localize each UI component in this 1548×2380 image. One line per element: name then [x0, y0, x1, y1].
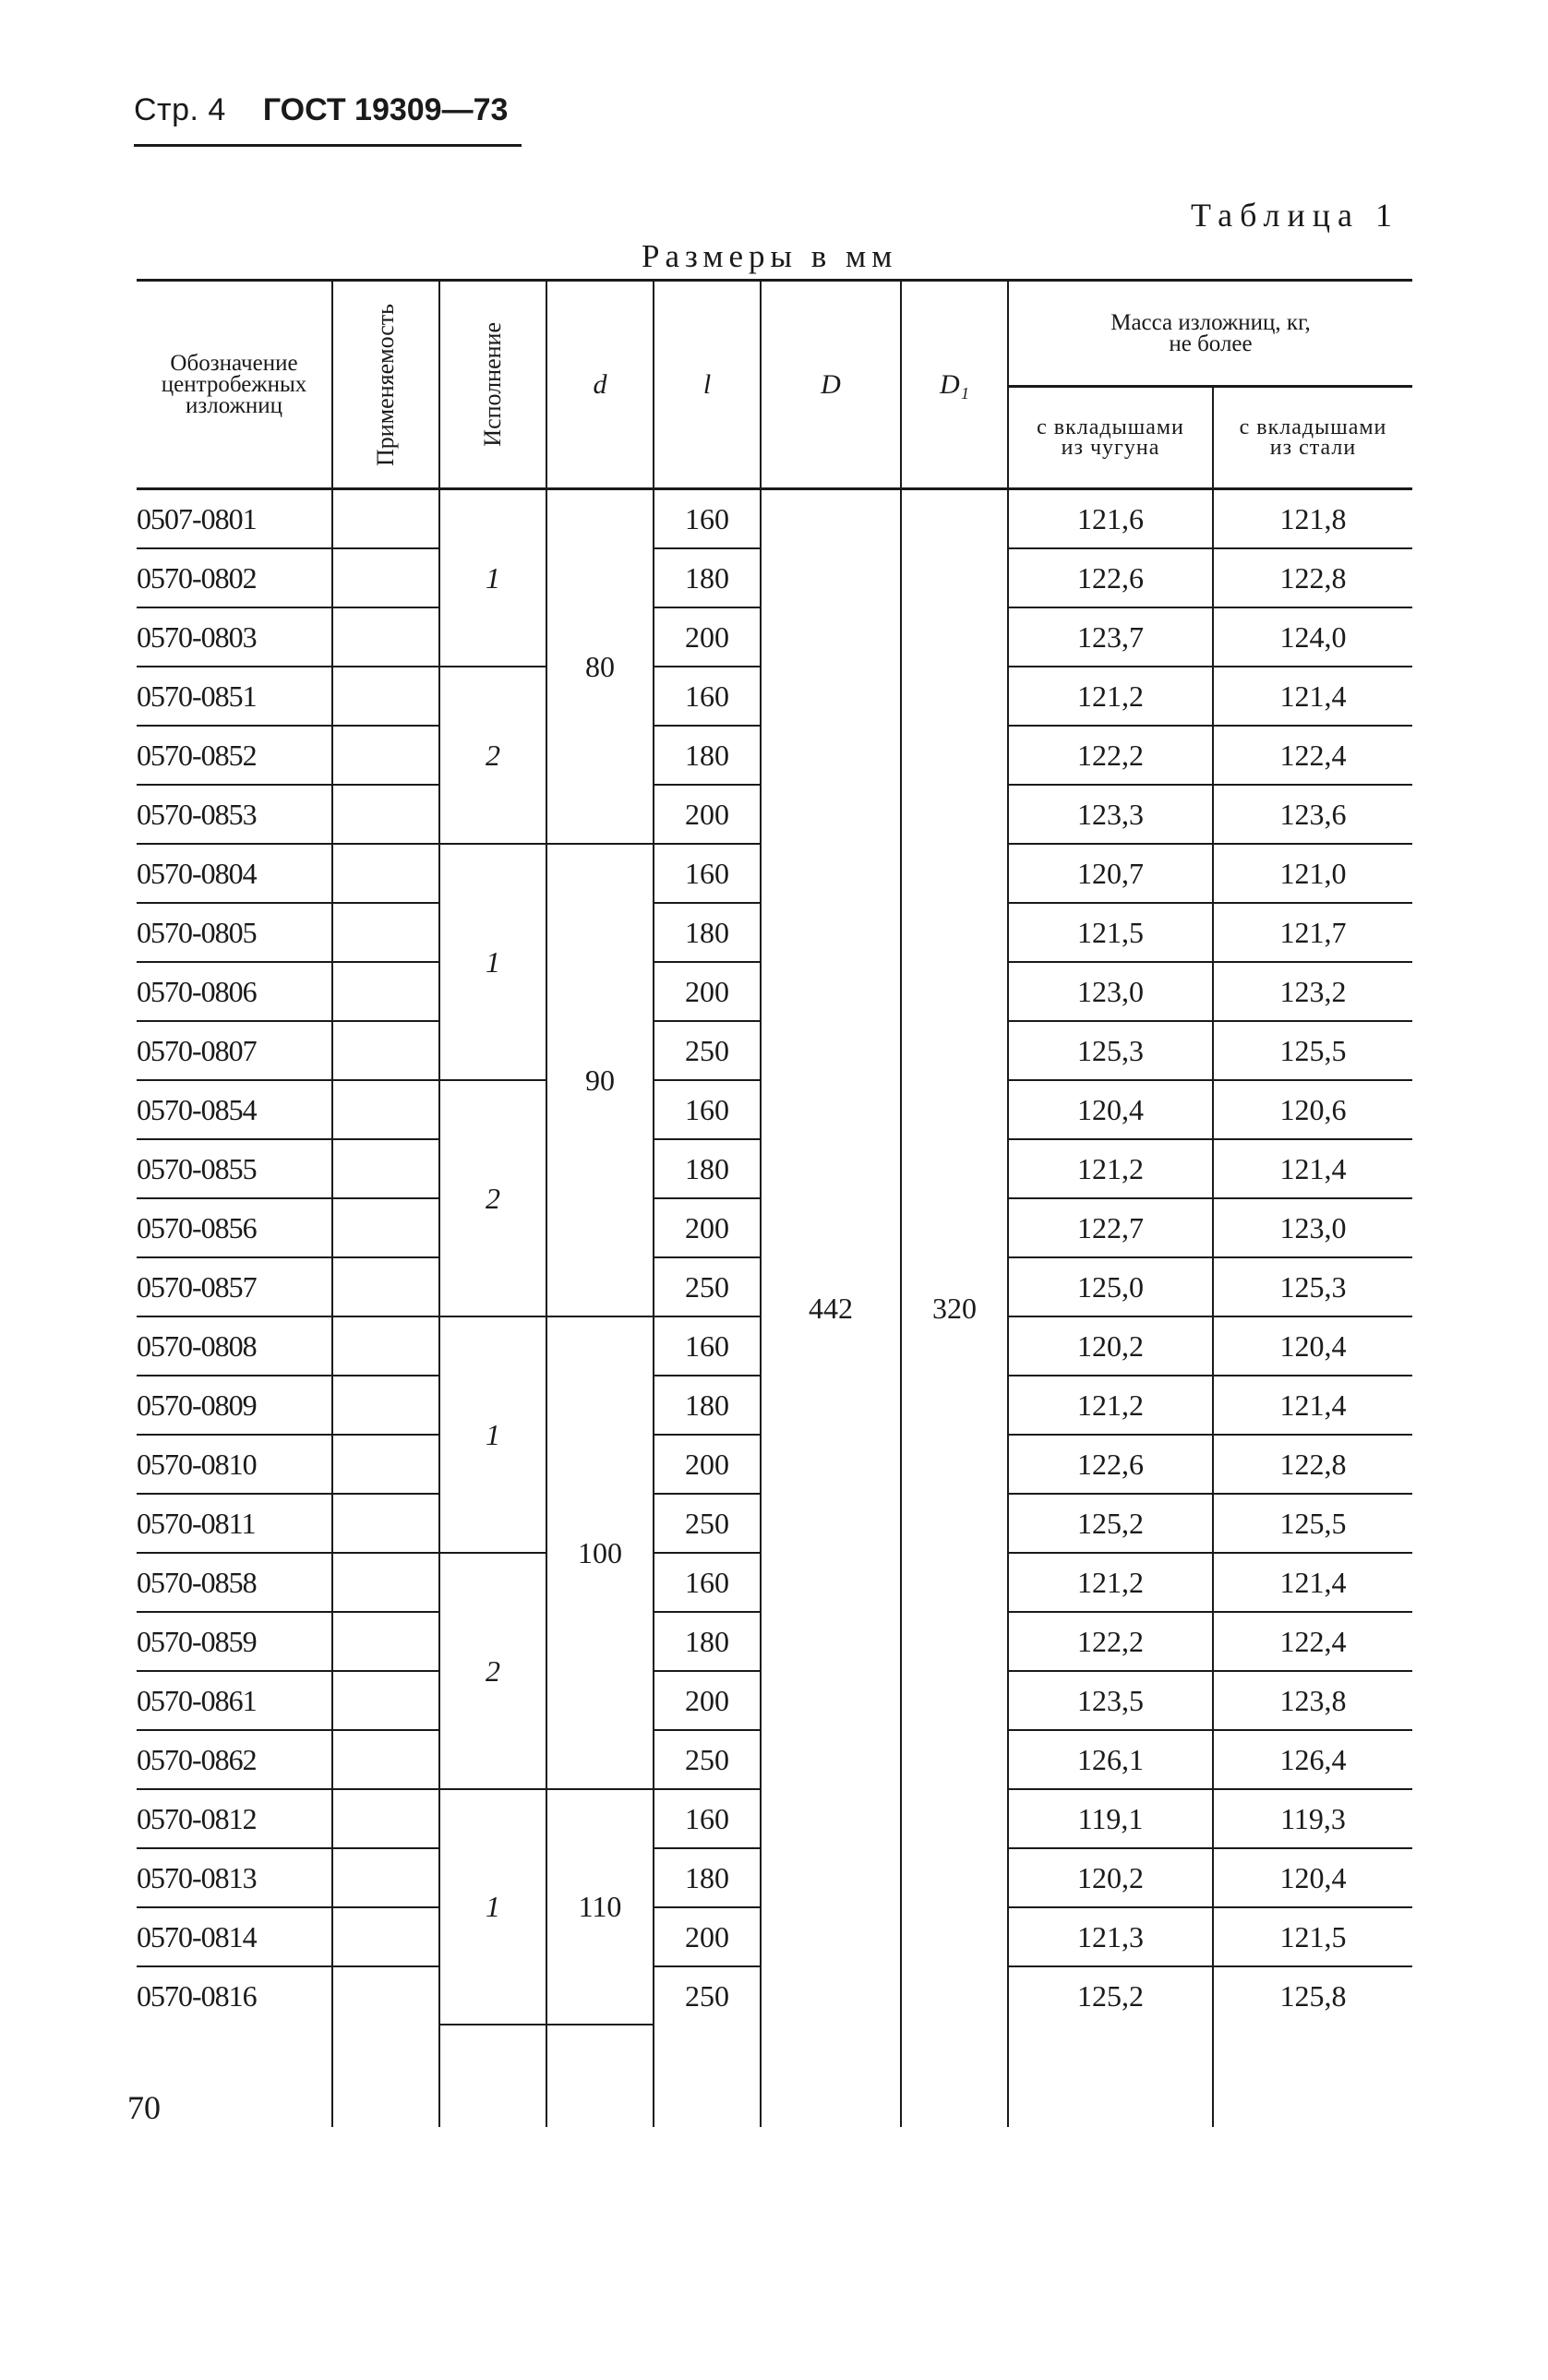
cell-mass-cast-iron: 121,2: [1008, 1139, 1213, 1198]
dimensions-table: [137, 279, 1412, 2127]
col-l-header: l: [654, 281, 761, 489]
cell-applicability: [332, 1021, 439, 1080]
units-note: Размеры в мм: [642, 238, 898, 274]
mass-cast-iron-line2: из чугуна: [1061, 436, 1160, 460]
cell-applicability: [332, 1435, 439, 1494]
cell-l: 250: [654, 1257, 761, 1316]
cell-d: 80: [546, 489, 654, 845]
cell-mass-cast-iron: 121,2: [1008, 667, 1213, 726]
cell-designation: 0570-0807: [137, 1021, 332, 1080]
cell-mass-steel: 120,4: [1213, 1316, 1412, 1376]
cell-applicability: [332, 1907, 439, 1966]
cell-designation: 0570-0805: [137, 903, 332, 962]
page-label: Стр. 4: [134, 92, 226, 127]
cell-mass-cast-iron: 121,2: [1008, 1553, 1213, 1612]
cell-mass-steel: 123,0: [1213, 1198, 1412, 1257]
cell-designation: 0570-0855: [137, 1139, 332, 1198]
empty-cell: [1213, 2025, 1412, 2127]
cell-designation: 0570-0851: [137, 667, 332, 726]
cell-mass-steel: 125,5: [1213, 1494, 1412, 1553]
cell-designation: 0570-0857: [137, 1257, 332, 1316]
cell-mass-cast-iron: 125,2: [1008, 1494, 1213, 1553]
cell-l: 250: [654, 1966, 761, 2025]
cell-mass-steel: 121,4: [1213, 667, 1412, 726]
table-title: Таблица 1: [1191, 197, 1399, 234]
empty-cell: [137, 2025, 332, 2127]
cell-designation: 0570-0858: [137, 1553, 332, 1612]
cell-designation: 0570-0814: [137, 1907, 332, 1966]
cell-applicability: [332, 1257, 439, 1316]
cell-mass-steel: 122,8: [1213, 1435, 1412, 1494]
col-applicability-header: [332, 281, 439, 489]
cell-applicability: [332, 489, 439, 549]
cell-d: 110: [546, 1789, 654, 2025]
empty-cell: [546, 2025, 654, 2127]
cell-applicability: [332, 962, 439, 1021]
col-mass-header: [1008, 281, 1412, 387]
cell-applicability: [332, 1139, 439, 1198]
cell-l: 180: [654, 1376, 761, 1435]
cell-version: 1: [439, 1789, 546, 2025]
empty-cell: [439, 2025, 546, 2127]
cell-l: 180: [654, 903, 761, 962]
cell-mass-steel: 120,6: [1213, 1080, 1412, 1139]
cell-mass-steel: 123,2: [1213, 962, 1412, 1021]
cell-l: 160: [654, 1080, 761, 1139]
cell-applicability: [332, 667, 439, 726]
cell-designation: 0570-0810: [137, 1435, 332, 1494]
cell-applicability: [332, 726, 439, 785]
cell-designation: 0570-0804: [137, 844, 332, 903]
cell-mass-steel: 125,8: [1213, 1966, 1412, 2025]
cell-applicability: [332, 1671, 439, 1730]
col-applicability-label: Применяемость: [372, 303, 399, 466]
standard-number: ГОСТ 19309—73: [262, 92, 509, 127]
cell-mass-cast-iron: 122,7: [1008, 1198, 1213, 1257]
col-designation-line3: изложниц: [185, 393, 283, 418]
cell-mass-cast-iron: 122,2: [1008, 726, 1213, 785]
page-number: 70: [127, 2089, 161, 2126]
col-D-header: D: [761, 281, 901, 489]
cell-l: 200: [654, 1435, 761, 1494]
cell-applicability: [332, 1376, 439, 1435]
mass-steel-line1: с вкладышами: [1239, 415, 1387, 439]
cell-mass-cast-iron: 121,2: [1008, 1376, 1213, 1435]
cell-mass-cast-iron: 123,7: [1008, 607, 1213, 667]
cell-applicability: [332, 1966, 439, 2025]
cell-mass-steel: 126,4: [1213, 1730, 1412, 1789]
col-version-label: Исполнение: [479, 322, 506, 447]
cell-mass-cast-iron: 123,5: [1008, 1671, 1213, 1730]
cell-designation: 0570-0802: [137, 548, 332, 607]
cell-l: 160: [654, 1789, 761, 1848]
cell-D: 442: [761, 489, 901, 2128]
cell-mass-steel: 121,5: [1213, 1907, 1412, 1966]
mass-steel-line2: из стали: [1269, 436, 1357, 460]
cell-mass-cast-iron: 121,3: [1008, 1907, 1213, 1966]
cell-applicability: [332, 1080, 439, 1139]
cell-applicability: [332, 1494, 439, 1553]
cell-l: 250: [654, 1494, 761, 1553]
cell-mass-cast-iron: 120,2: [1008, 1848, 1213, 1907]
mass-title-line2: не более: [1169, 331, 1253, 356]
cell-mass-cast-iron: 125,2: [1008, 1966, 1213, 2025]
cell-mass-cast-iron: 121,6: [1008, 489, 1213, 549]
cell-applicability: [332, 903, 439, 962]
cell-applicability: [332, 1553, 439, 1612]
cell-mass-cast-iron: 123,0: [1008, 962, 1213, 1021]
cell-mass-steel: 121,0: [1213, 844, 1412, 903]
table-row: [137, 489, 1412, 549]
cell-mass-cast-iron: 120,7: [1008, 844, 1213, 903]
cell-designation: 0570-0861: [137, 1671, 332, 1730]
cell-mass-steel: 122,4: [1213, 726, 1412, 785]
cell-l: 160: [654, 1316, 761, 1376]
cell-mass-steel: 123,8: [1213, 1671, 1412, 1730]
cell-designation: 0507-0801: [137, 489, 332, 549]
cell-applicability: [332, 1316, 439, 1376]
cell-version: 1: [439, 844, 546, 1080]
cell-applicability: [332, 1789, 439, 1848]
cell-designation: 0570-0854: [137, 1080, 332, 1139]
cell-mass-steel: 121,8: [1213, 489, 1412, 549]
cell-D1: 320: [901, 489, 1008, 2128]
cell-designation: 0570-0806: [137, 962, 332, 1021]
cell-version: 2: [439, 1553, 546, 1789]
cell-mass-cast-iron: 119,1: [1008, 1789, 1213, 1848]
cell-designation: 0570-0853: [137, 785, 332, 844]
table-body: [137, 489, 1412, 2128]
cell-mass-cast-iron: 122,2: [1008, 1612, 1213, 1671]
cell-l: 160: [654, 667, 761, 726]
cell-mass-steel: 120,4: [1213, 1848, 1412, 1907]
cell-applicability: [332, 844, 439, 903]
cell-mass-cast-iron: 126,1: [1008, 1730, 1213, 1789]
col-mass-steel-header: [1213, 387, 1412, 489]
cell-mass-cast-iron: 123,3: [1008, 785, 1213, 844]
cell-l: 160: [654, 844, 761, 903]
cell-designation: 0570-0811: [137, 1494, 332, 1553]
cell-l: 200: [654, 962, 761, 1021]
cell-designation: 0570-0813: [137, 1848, 332, 1907]
cell-mass-steel: 125,3: [1213, 1257, 1412, 1316]
cell-l: 200: [654, 1907, 761, 1966]
cell-mass-cast-iron: 121,5: [1008, 903, 1213, 962]
cell-mass-cast-iron: 122,6: [1008, 1435, 1213, 1494]
cell-mass-cast-iron: 122,6: [1008, 548, 1213, 607]
cell-l: 160: [654, 1553, 761, 1612]
cell-mass-steel: 121,7: [1213, 903, 1412, 962]
mass-title-line1: Масса изложниц, кг,: [1110, 310, 1311, 335]
cell-mass-steel: 122,8: [1213, 548, 1412, 607]
cell-designation: 0570-0808: [137, 1316, 332, 1376]
cell-designation: 0570-0812: [137, 1789, 332, 1848]
cell-l: 180: [654, 1848, 761, 1907]
cell-designation: 0570-0852: [137, 726, 332, 785]
cell-l: 200: [654, 785, 761, 844]
cell-l: 250: [654, 1730, 761, 1789]
col-D1-header: D₁: [901, 281, 1008, 489]
cell-mass-steel: 121,4: [1213, 1139, 1412, 1198]
cell-designation: 0570-0803: [137, 607, 332, 667]
cell-mass-steel: 121,4: [1213, 1376, 1412, 1435]
col-mass-cast-iron-header: [1008, 387, 1213, 489]
cell-l: 160: [654, 489, 761, 549]
col-designation-header: [137, 281, 332, 489]
cell-mass-cast-iron: 120,2: [1008, 1316, 1213, 1376]
cell-designation: 0570-0862: [137, 1730, 332, 1789]
col-designation-line1: Обозначение: [170, 351, 298, 376]
empty-cell: [332, 2025, 439, 2127]
empty-cell: [654, 2025, 761, 2127]
cell-d: 100: [546, 1316, 654, 1789]
empty-cell: [1008, 2025, 1213, 2127]
cell-l: 180: [654, 1139, 761, 1198]
cell-applicability: [332, 1848, 439, 1907]
cell-d: 90: [546, 844, 654, 1316]
col-version-header: [439, 281, 546, 489]
cell-designation: 0570-0856: [137, 1198, 332, 1257]
cell-mass-steel: 119,3: [1213, 1789, 1412, 1848]
cell-l: 200: [654, 1198, 761, 1257]
cell-l: 200: [654, 607, 761, 667]
mass-cast-iron-line1: с вкладышами: [1037, 415, 1184, 439]
cell-version: 2: [439, 667, 546, 844]
cell-applicability: [332, 548, 439, 607]
cell-l: 200: [654, 1671, 761, 1730]
cell-applicability: [332, 1612, 439, 1671]
cell-applicability: [332, 607, 439, 667]
cell-applicability: [332, 1730, 439, 1789]
cell-applicability: [332, 1198, 439, 1257]
cell-mass-steel: 121,4: [1213, 1553, 1412, 1612]
cell-version: 1: [439, 1316, 546, 1553]
cell-l: 250: [654, 1021, 761, 1080]
cell-designation: 0570-0859: [137, 1612, 332, 1671]
cell-mass-cast-iron: 120,4: [1008, 1080, 1213, 1139]
cell-version: 2: [439, 1080, 546, 1316]
cell-mass-steel: 125,5: [1213, 1021, 1412, 1080]
col-designation-line2: центробежных: [161, 372, 307, 397]
cell-designation: 0570-0816: [137, 1978, 257, 2013]
cell-mass-cast-iron: 125,3: [1008, 1021, 1213, 1080]
cell-version: 1: [439, 489, 546, 667]
cell-l: 180: [654, 548, 761, 607]
col-d-header: d: [546, 281, 654, 489]
cell-l: 180: [654, 1612, 761, 1671]
cell-mass-steel: 123,6: [1213, 785, 1412, 844]
cell-l: 180: [654, 726, 761, 785]
header-rule: [134, 144, 522, 147]
cell-designation: 0570-0809: [137, 1376, 332, 1435]
cell-applicability: [332, 785, 439, 844]
cell-mass-steel: 124,0: [1213, 607, 1412, 667]
cell-mass-cast-iron: 125,0: [1008, 1257, 1213, 1316]
page-header: [134, 92, 508, 128]
cell-mass-steel: 122,4: [1213, 1612, 1412, 1671]
